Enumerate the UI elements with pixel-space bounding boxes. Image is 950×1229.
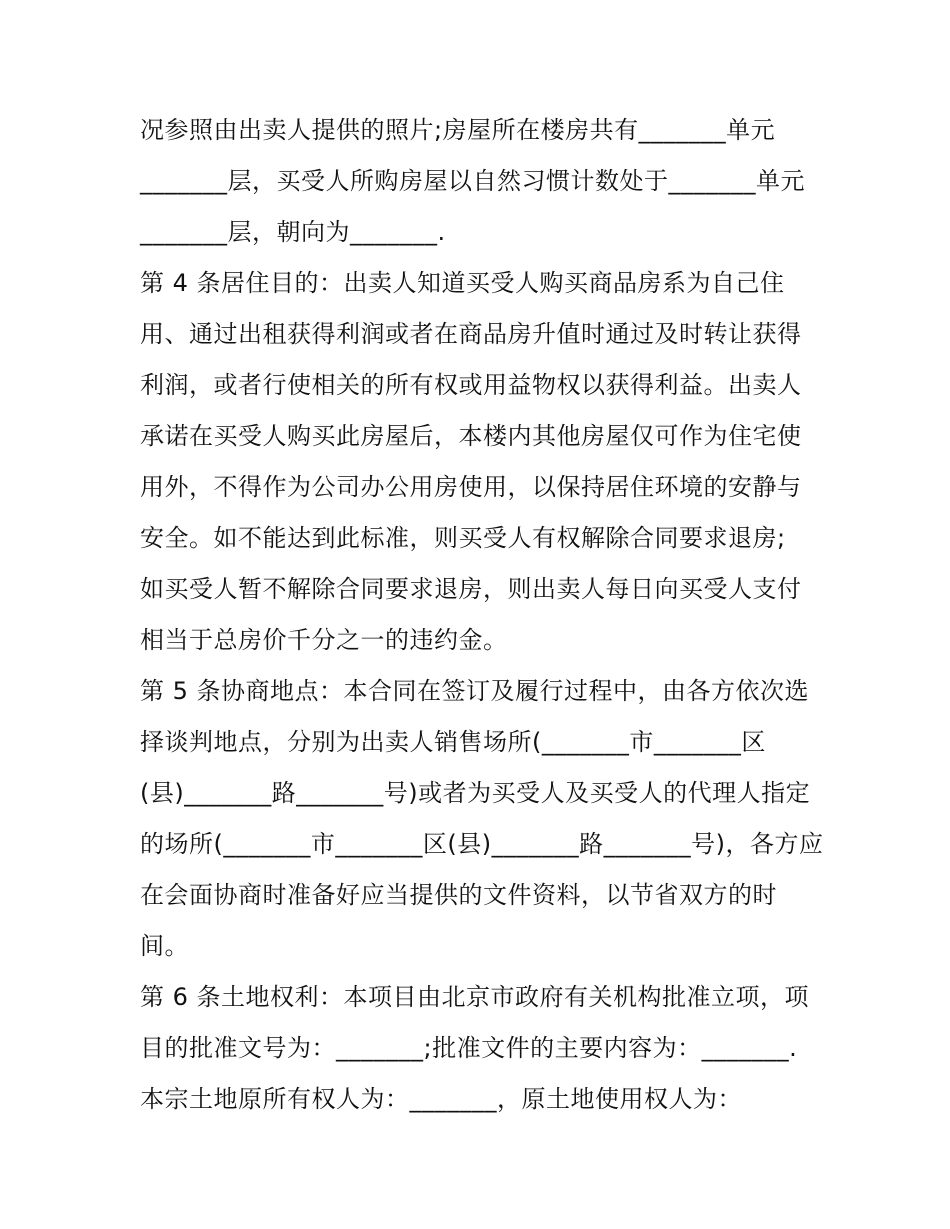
text-line: 目的批准文号为：_______;批准文件的主要内容为：_______. [140, 1034, 798, 1062]
text-line: 间。 [140, 932, 189, 960]
text-line: 用、通过出租获得利润或者在商品房升值时通过及时转让获得 [140, 320, 802, 348]
text-line: _______层，买受人所购房屋以自然习惯计数处于_______单元 [140, 167, 805, 195]
text-line: 况参照由出卖人提供的照片;房屋所在楼房共有_______单元 [140, 116, 776, 144]
text-line: 安全。如不能达到此标准，则买受人有权解除合同要求退房; [140, 524, 786, 552]
text-line: 承诺在买受人购买此房屋后，本楼内其他房屋仅可作为住宅使 [140, 422, 802, 450]
article-5-heading-line: 第 5 条协商地点：本合同在签订及履行过程中，由各方依次选 [140, 677, 810, 705]
text-line: _______层，朝向为_______. [140, 218, 446, 246]
text-line: 在会面协商时准备好应当提供的文件资料，以节省双方的时 [140, 881, 777, 909]
text-line: 本宗土地原所有权人为：_______，原土地使用权人为： [140, 1085, 742, 1113]
text-line: 的场所(_______市_______区(县)_______路_______号)，各方应 [140, 830, 824, 858]
article-6-heading-line: 第 6 条土地权利：本项目由北京市政府有关机构批准立项，项 [140, 983, 810, 1011]
text-line: (县)_______路_______号)或者为买受人及买受人的代理人指定 [140, 779, 811, 807]
article-4-heading-line: 第 4 条居住目的：出卖人知道买受人购买商品房系为自己住 [140, 269, 785, 297]
text-line: 利润，或者行使相关的所有权或用益物权以获得利益。出卖人 [140, 371, 802, 399]
text-line: 相当于总房价千分之一的违约金。 [140, 626, 508, 654]
text-line: 择谈判地点，分别为出卖人销售场所(_______市_______区 [140, 728, 766, 756]
text-line: 用外，不得作为公司办公用房使用，以保持居住环境的安静与 [140, 473, 802, 501]
text-line: 如买受人暂不解除合同要求退房，则出卖人每日向买受人支付 [140, 575, 802, 603]
